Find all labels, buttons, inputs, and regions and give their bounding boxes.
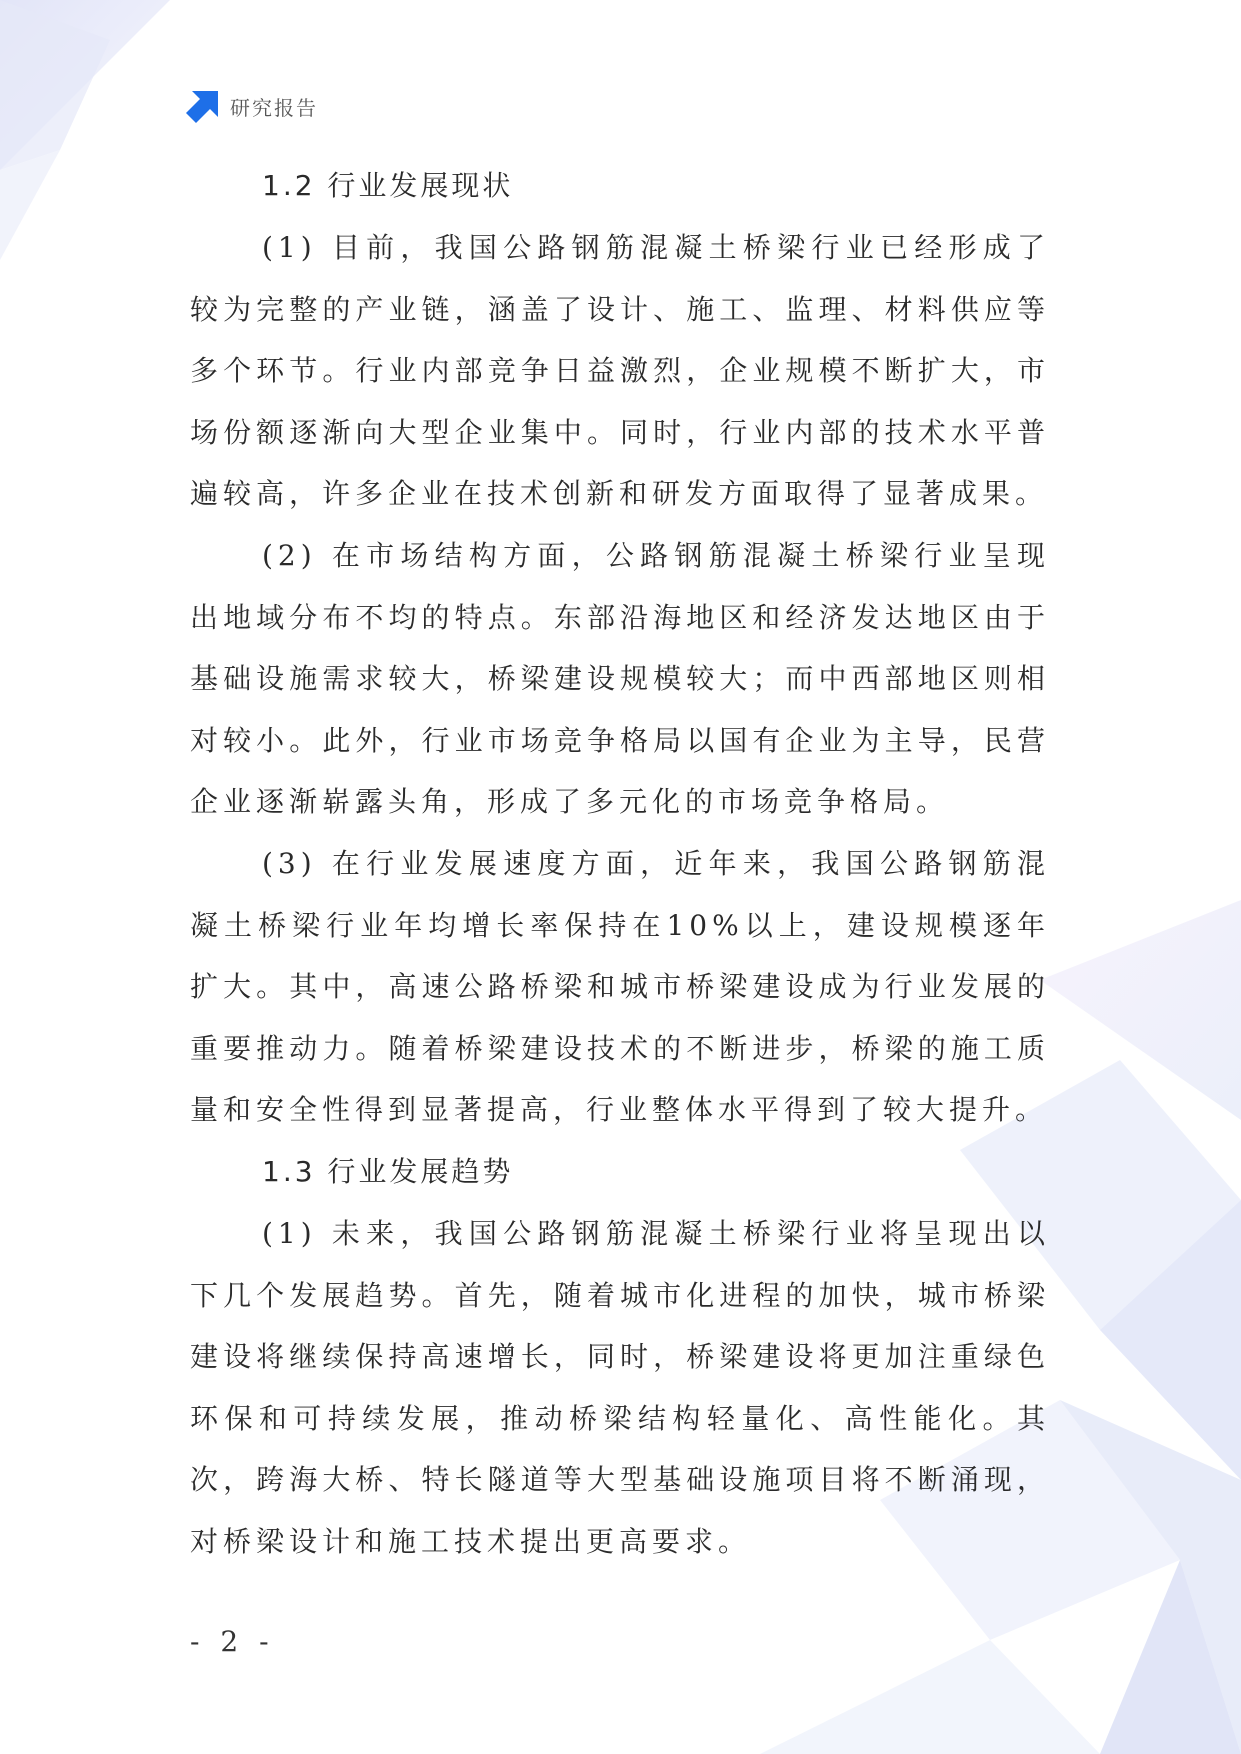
section-heading: 1.3 行业发展趋势: [262, 1154, 514, 1188]
report-header: [186, 88, 318, 124]
paragraph: (3) 在行业发展速度方面，近年来，我国公路钢筋混凝土桥梁行业年均增长率保持在10%以上，建设规模逐年扩大。其中，高速公路桥梁和城市桥梁建设成为行业发展的重要推动力。随着桥梁建设技术的不断进步，桥梁的施工质量和安全性得到显著提高，行业整体水平得到了较大提升。: [190, 846, 1050, 1127]
arrow-up-right-icon: [186, 89, 220, 123]
paragraph: (2) 在市场结构方面，公路钢筋混凝土桥梁行业呈现出地域分布不均的特点。东部沿海地区和经济发达地区由于基础设施需求较大，桥梁建设规模较大；而中西部地区则相对较小。此外，行业市场竞争格局以国有企业为主导，民营企业逐渐崭露头角，形成了多元化的市场竞争格局。: [190, 538, 1050, 819]
page-number: - 2 -: [190, 1625, 275, 1658]
header-title: 研究报告: [230, 95, 318, 120]
paragraph: (1) 目前，我国公路钢筋混凝土桥梁行业已经形成了较为完整的产业链，涵盖了设计、施工、监理、材料供应等多个环节。行业内部竞争日益激烈，企业规模不断扩大，市场份额逐渐向大型企业集中。同时，行业内部的技术水平普遍较高，许多企业在技术创新和研发方面取得了显著成果。: [190, 231, 1050, 511]
paragraph: (1) 未来，我国公路钢筋混凝土桥梁行业将呈现出以下几个发展趋势。首先，随着城市化进程的加快，城市桥梁建设将继续保持高速增长，同时，桥梁建设将更加注重绿色环保和可持续发展，推动桥梁结构轻量化、高性能化。其次，跨海大桥、特长隧道等大型基础设施项目将不断涌现，对桥梁设计和施工技术提出更高要求。: [190, 1216, 1050, 1558]
section-heading: 1.2 行业发展现状: [262, 169, 514, 202]
document-body: [190, 155, 1050, 1572]
